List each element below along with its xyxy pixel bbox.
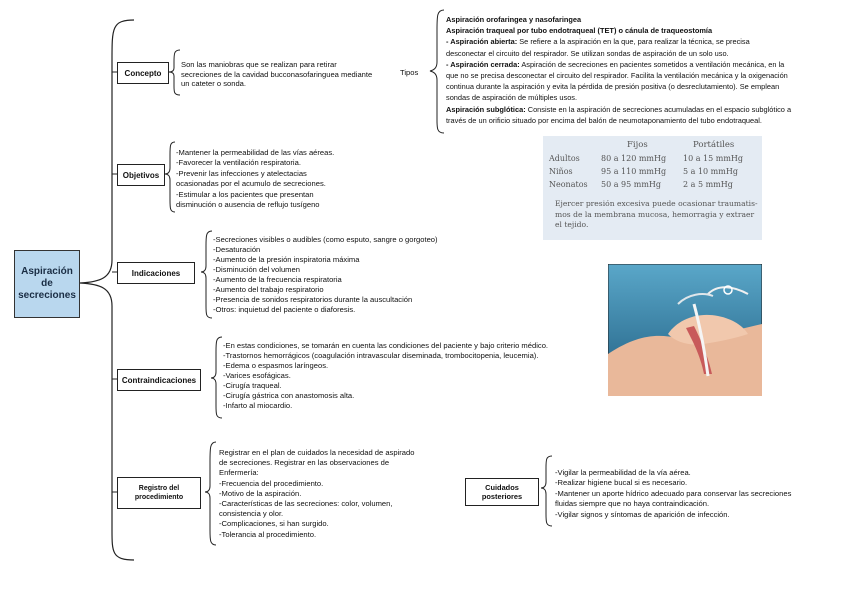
text-line: -Realizar higiene bucal si es necesario. [555, 478, 688, 488]
text-line: Ejercer presión excesiva puede ocasionar traumatis- [555, 199, 758, 208]
text-line: -Cirugía traqueal. [223, 381, 282, 390]
text-line: -Vigilar la permeabilidad de la vía aérea. [555, 468, 691, 477]
pressure-table [543, 136, 762, 240]
brace-concepto [169, 50, 180, 95]
text-line: ocasionadas por el acumulo de secreciones. [176, 179, 326, 189]
root-node [14, 250, 80, 318]
tipos-list [446, 14, 791, 126]
contraindicaciones-text [223, 341, 548, 411]
tipos-label: Tipos [400, 68, 419, 77]
text-line: -Características de las secreciones: color, volumen, [219, 499, 393, 509]
tipos-line-text: través de un orificio situado por encima del balón de neumotaponamiento del tubo endotraqueal. [446, 115, 762, 125]
cuidados-text [555, 468, 791, 520]
tipos-line-text: continua durante la aspiración y evita la pérdida de presión positiva (o desreclutamiento). Se emplean [446, 82, 780, 92]
registro-label-line: procedimiento [134, 494, 184, 501]
text-line: -Disminución del volumen [213, 265, 300, 274]
text-line: -Cirugía gástrica con anastomosis alta. [223, 391, 355, 400]
tipos-line-text: Consiste en la aspiración de secreciones acumuladas en el espacio subglótico a [525, 104, 792, 114]
concepto-label: Concepto [124, 68, 162, 78]
tipos-line [446, 92, 791, 103]
text-line: el tejido. [555, 220, 589, 229]
root-label-line: secreciones [18, 290, 76, 301]
tipos-line [446, 36, 791, 47]
registro-box [117, 477, 201, 509]
brace-cuidados [541, 456, 552, 526]
text-line: -Tolerancia al procedimiento. [219, 529, 317, 539]
table-note [555, 199, 758, 231]
text-line: Son las maniobras que se realizan para retirar [181, 60, 337, 69]
tipos-line-bold: - Aspiración cerrada: [446, 59, 520, 69]
text-line: -Trastornos hemorrágicos (coagulación intravascular diseminada, trombocitopenia, leucemia). [223, 351, 539, 360]
text-line: -Estimular a los pacientes que presentan [176, 189, 314, 199]
tipos-line-text: sondas de aspiración de múltiples usos. [446, 93, 578, 103]
text-line: fluidas siempre que no haya contraindicación. [555, 499, 710, 509]
text-line: -Mantener un aporte hídrico adecuado para conservar las secreciones [555, 488, 792, 498]
table-cell: 50 a 95 mmHg [601, 180, 662, 189]
text-line: -Vigilar signos y síntomas de aparición de infección. [555, 509, 730, 519]
text-line: secreciones de la cavidad bucconasofaringuea mediante [181, 69, 373, 79]
text-line: -Varices esofágicas. [223, 371, 291, 380]
tipos-line [446, 104, 791, 115]
text-line: -Complicaciones, si han surgido. [219, 519, 329, 529]
objetivos-text [176, 148, 334, 210]
objetivos-label: Objetivos [122, 170, 160, 180]
contraindicaciones-label: Contraindicaciones [121, 375, 197, 385]
tipos-line [446, 48, 791, 59]
table-header-portatiles: Portátiles [693, 140, 735, 150]
text-line: -Mantener la permeabilidad de las vías aéreas. [176, 148, 335, 157]
tipos-line [446, 25, 791, 36]
tipos-line-text: Se refiere a la aspiración en la que, para realizar la técnica, se precisa [517, 37, 750, 47]
text-line: -Otros: inquietud del paciente o diaforesis. [213, 305, 356, 314]
suction-illustration [608, 264, 762, 396]
table-cell: 5 a 10 mmHg [683, 167, 738, 176]
tipos-line-bold: - Aspiración abierta: [446, 37, 518, 47]
text-line: consistencia y olor. [219, 509, 284, 519]
table-cell: 80 a 120 mmHg [601, 154, 667, 163]
indicaciones-label: Indicaciones [131, 268, 181, 278]
tipos-line-text: que no se precisa desconectar el circuito del respirador. Facilita la ventilación mecánica y la oxigenación [446, 71, 788, 81]
text-line: -Prevenir las infecciones y atelectacias [176, 168, 307, 178]
tipos-line-text: Aspiración de secreciones en pacientes sometidos a ventilación mecánica, en la [519, 59, 785, 69]
root-label-line: de [41, 278, 53, 289]
tipos-line [446, 115, 791, 126]
brace-indicaciones [201, 231, 212, 318]
table-row-label: Niños [549, 167, 573, 176]
text-line: -Aumento de la frecuencia respiratoria [213, 275, 342, 284]
concepto-text [181, 60, 372, 89]
text-line: -Edema o espasmos laríngeos. [223, 361, 329, 370]
brace-registro [205, 442, 216, 545]
table-row-label: Neonatos [549, 180, 588, 189]
indicaciones-box [117, 262, 195, 284]
text-line: -Favorecer la ventilación respiratoria. [176, 158, 301, 168]
tipos-line-bold: Aspiración subglótica: [446, 104, 526, 114]
table-cell: 10 a 15 mmHg [683, 154, 744, 163]
brace-objetivos [165, 142, 175, 212]
tipos-line [446, 70, 791, 81]
brace-tipos [430, 10, 444, 133]
tipos-line-bold: Aspiración orofaringea y nasofaringea [446, 15, 582, 24]
text-line: disminución o ausencia de reflujo tusígeno [176, 200, 320, 210]
table-header-fijos: Fijos [627, 140, 648, 150]
text-line: -Presencia de sonidos respiratorios durante la auscultación [213, 295, 413, 304]
text-line: Registrar en el plan de cuidados la necesidad de aspirado [219, 448, 415, 457]
text-line: -Secreciones visibles o audibles (como esputo, sangre o gorgoteo) [213, 235, 438, 244]
table-row-label: Adultos [549, 154, 580, 163]
table-cell: 95 a 110 mmHg [601, 167, 667, 176]
tipos-line-text: desconectar el circuito del respirador. Se utilizan sondas de aspiración de un solo uso. [446, 48, 729, 58]
tipos-line [446, 59, 791, 70]
table-cell: 2 a 5 mmHg [683, 180, 733, 189]
text-line: de secreciones. Registrar en las observaciones de [219, 458, 390, 468]
concepto-box [117, 62, 169, 84]
contraindicaciones-box [117, 369, 201, 391]
text-line: -Desaturación [213, 245, 261, 254]
text-line: -Aumento de la presión inspiratoria máxima [213, 255, 360, 264]
indicaciones-text [213, 235, 438, 315]
text-line: -Motivo de la aspiración. [219, 488, 302, 498]
tipos-line [446, 14, 791, 25]
text-line: un cateter o sonda. [181, 79, 247, 89]
tipos-line [446, 81, 791, 92]
cuidados-label-line: posteriores [481, 492, 523, 501]
text-line: -Aumento del trabajo respiratorio [213, 285, 324, 294]
objetivos-box [117, 164, 165, 186]
tipos-line-bold: Aspiración traqueal por tubo endotraqueal (TET) o cánula de traqueostomía [446, 26, 713, 36]
text-line: -Infarto al miocardio. [223, 401, 293, 410]
root-label-line: Aspiración [21, 266, 73, 277]
cuidados-box [465, 478, 539, 506]
text-line: mos de la membrana mucosa, hemorragia y extraer [555, 209, 755, 219]
text-line: Enfermería: [219, 468, 259, 478]
registro-text [219, 448, 414, 540]
cuidados-label-line: Cuidados [485, 483, 519, 492]
text-line: -En estas condiciones, se tomarán en cuenta las condiciones del paciente y bajo criterio médico. [223, 341, 549, 350]
text-line: -Frecuencia del procedimiento. [219, 478, 324, 488]
brace-contraindicaciones [211, 337, 222, 418]
registro-label-line: Registro del [138, 485, 180, 492]
